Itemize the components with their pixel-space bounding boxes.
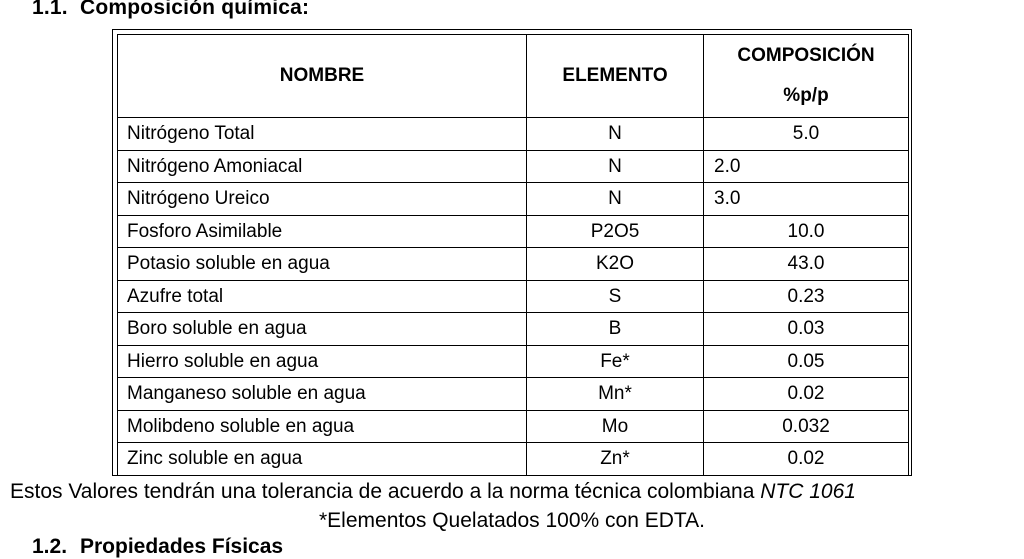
row-value: 10.0: [704, 215, 909, 248]
tolerance-text: Estos Valores tendrán una tolerancia de acuerdo a la norma técnica colombiana: [10, 480, 761, 503]
row-value: 0.03: [704, 313, 909, 346]
table-row: [118, 378, 909, 411]
section-title: Composición química:: [80, 0, 310, 19]
row-element: K2O: [527, 248, 704, 281]
row-name: Zinc soluble en agua: [118, 443, 527, 476]
row-name: Boro soluble en agua: [118, 313, 527, 346]
row-element: N: [527, 183, 704, 216]
table-body: [118, 118, 909, 476]
table-row: [118, 345, 909, 378]
row-name: Nitrógeno Ureico: [118, 183, 527, 216]
row-value: 5.0: [704, 118, 909, 151]
table-row: [118, 248, 909, 281]
row-element: N: [527, 150, 704, 183]
next-section-heading: [32, 535, 283, 559]
header-element: ELEMENTO: [527, 35, 704, 118]
table-row: [118, 118, 909, 151]
next-section-title: Propiedades Físicas: [80, 535, 284, 558]
header-composition-title: COMPOSICIÓN: [737, 45, 875, 66]
section-number: 1.1.: [32, 0, 68, 19]
row-value: 0.02: [704, 443, 909, 476]
row-element: Mo: [527, 410, 704, 443]
tolerance-note: [10, 480, 1024, 504]
row-element: B: [527, 313, 704, 346]
table-row: [118, 183, 909, 216]
row-element: S: [527, 280, 704, 313]
next-section-number: 1.2.: [32, 535, 68, 558]
table-row: [118, 410, 909, 443]
section-heading: [32, 0, 309, 20]
row-element: Fe*: [527, 345, 704, 378]
chelated-note: *Elementos Quelatados 100% con EDTA.: [319, 509, 705, 532]
row-value: 43.0: [704, 248, 909, 281]
row-name: Azufre total: [118, 280, 527, 313]
row-value: 0.02: [704, 378, 909, 411]
row-name: Nitrógeno Amoniacal: [118, 150, 527, 183]
row-value: 0.23: [704, 280, 909, 313]
row-name: Molibdeno soluble en agua: [118, 410, 527, 443]
row-value: 3.0: [704, 183, 909, 216]
header-name: NOMBRE: [118, 35, 527, 118]
table-row: [118, 150, 909, 183]
row-element: Zn*: [527, 443, 704, 476]
row-value: 0.032: [704, 410, 909, 443]
header-composition-unit: %p/p: [783, 85, 829, 106]
table-row: [118, 215, 909, 248]
tolerance-standard: NTC 1061: [760, 480, 856, 503]
row-value: 0.05: [704, 345, 909, 378]
row-name: Fosforo Asimilable: [118, 215, 527, 248]
row-value: 2.0: [704, 150, 909, 183]
row-name: Manganeso soluble en agua: [118, 378, 527, 411]
row-element: P2O5: [527, 215, 704, 248]
row-element: Mn*: [527, 378, 704, 411]
table-row: [118, 313, 909, 346]
row-element: N: [527, 118, 704, 151]
row-name: Potasio soluble en agua: [118, 248, 527, 281]
table-header-row: [118, 35, 909, 118]
header-composition: [704, 35, 909, 118]
row-name: Hierro soluble en agua: [118, 345, 527, 378]
row-name: Nitrógeno Total: [118, 118, 527, 151]
composition-table: [117, 34, 909, 476]
table-row: [118, 280, 909, 313]
table-row: [118, 443, 909, 476]
